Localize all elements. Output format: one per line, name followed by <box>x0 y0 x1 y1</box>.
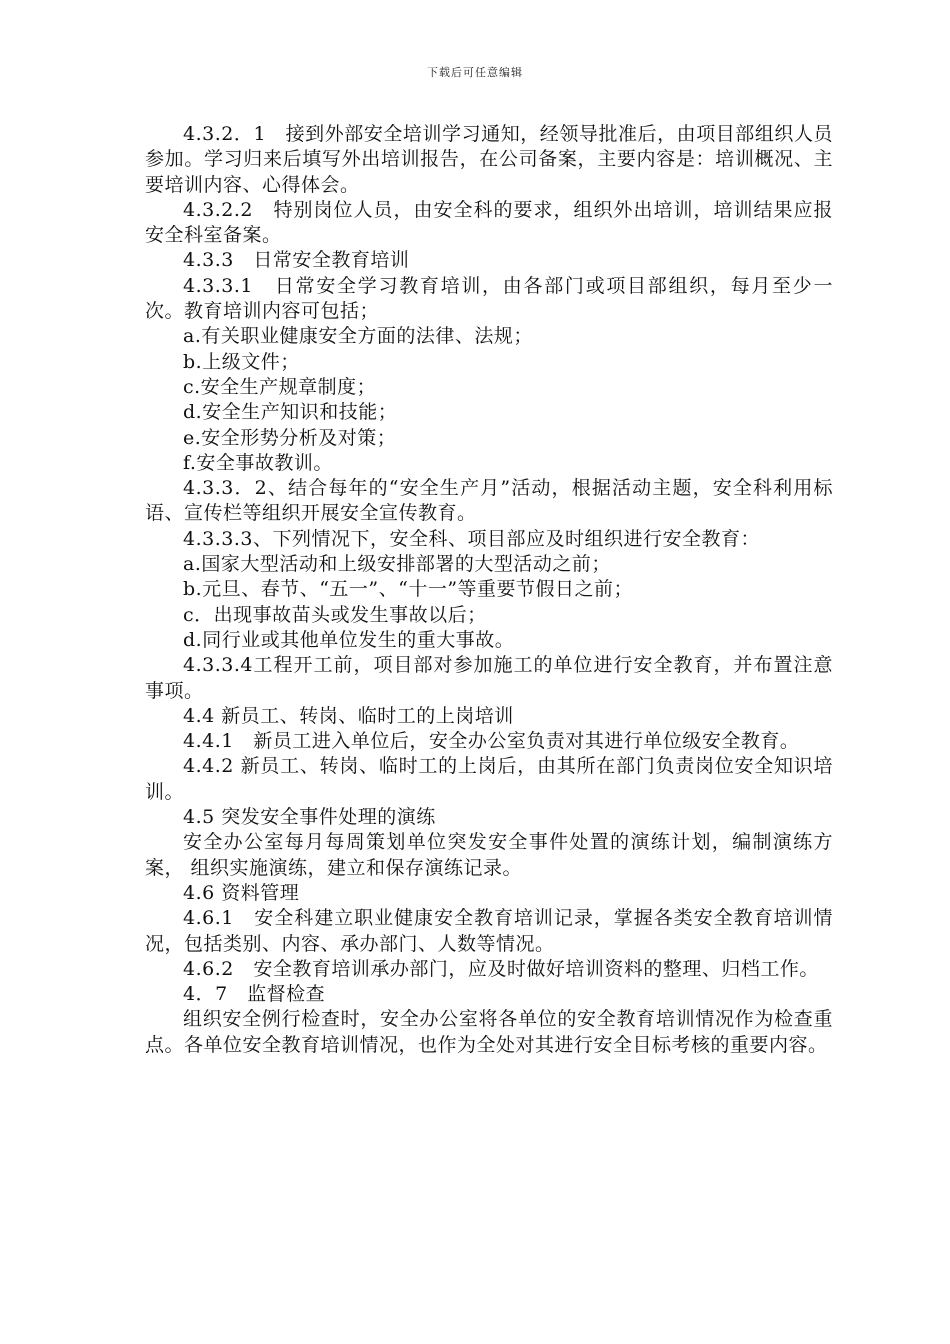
heading-4-5: 4.5 突发安全事件处理的演练 <box>183 806 436 829</box>
list-item-c-2: c．出现事故苗头或发生事故以后； <box>183 603 487 626</box>
list-item-c: c.安全生产规章制度； <box>183 375 377 398</box>
heading-4-6: 4.6 资料管理 <box>183 881 300 904</box>
paragraph-4-3-3-4: 4.3.3.4工程开工前，项目部对参加施工的单位进行安全教育，并布置注意事项。 <box>145 654 833 702</box>
paragraph-4-4-1: 4.4.1 新员工进入单位后，安全办公室负责对其进行单位级安全教育。 <box>183 730 800 753</box>
list-item-e: e.安全形势分析及对策； <box>183 426 397 449</box>
paragraph-4-6-1: 4.6.1 安全科建立职业健康安全教育培训记录，掌握各类安全教育培训情况，包括类别、内容、承办部门、人数等情况。 <box>145 907 833 955</box>
list-item-a-2: a.国家大型活动和上级安排部署的大型活动之前； <box>183 553 611 576</box>
list-item-b: b.上级文件； <box>183 350 300 373</box>
paragraph-4-3-2-2: 4.3.2.2 特别岗位人员，由安全科的要求，组织外出培训，培训结果应报安全科室备案。 <box>145 198 833 247</box>
paragraph-4-3-3-1: 4.3.3.1 日常安全学习教育培训，由各部门或项目部组织，每月至少一次。教育培训内容可包括； <box>145 274 833 323</box>
document-body <box>145 122 833 1058</box>
list-item-f: f.安全事故教训。 <box>183 451 333 474</box>
paragraph-4-5: 安全办公室每月每周策划单位突发安全事件处置的演练计划，编制演练方案， 组织实施演练，建立和保存演练记录。 <box>145 831 833 879</box>
heading-4-4: 4.4 新员工、转岗、临时工的上岗培训 <box>183 704 514 727</box>
list-item-b-2: b.元旦、春节、“五一”、“十一”等重要节假日之前； <box>183 578 634 601</box>
list-item-a: a.有关职业健康安全方面的法律、法规； <box>183 325 533 348</box>
page-header-note: 下载后可任意编辑 <box>427 66 523 79</box>
paragraph-4-3-3-3: 4.3.3.3、下列情况下，安全科、项目部应及时组织进行安全教育： <box>183 527 760 550</box>
list-item-d: d.安全生产知识和技能； <box>183 401 398 424</box>
paragraph-4-7: 组织安全例行检查时，安全办公室将各单位的安全教育培训情况作为检查重点。各单位安全教育培训情况，也作为全处对其进行安全目标考核的重要内容。 <box>145 1008 833 1056</box>
paragraph-4-3-3-2: 4.3.3．2、结合每年的“安全生产月”活动，根据活动主题，安全科利用标语、宣传栏等组织开展安全宣传教育。 <box>145 477 833 525</box>
heading-4-7: 4．7 监督检查 <box>183 983 326 1006</box>
heading-4-3-3: 4.3.3 日常安全教育培训 <box>183 249 410 272</box>
list-item-d-2: d.同行业或其他单位发生的重大事故。 <box>183 628 515 651</box>
paragraph-4-6-2: 4.6.2 安全教育培训承办部门，应及时做好培训资料的整理、归档工作。 <box>183 957 819 980</box>
paragraph-4-3-2-1: 4.3.2．1 接到外部安全培训学习通知，经领导批准后，由项目部组织人员参加。学习归来后填写外出培训报告，在公司备案，主要内容是：培训概况、主要培训内容、心得体会。 <box>145 123 833 196</box>
paragraph-4-4-2: 4.4.2 新员工、转岗、临时工的上岗后，由其所在部门负责岗位安全知识培训。 <box>145 755 833 803</box>
